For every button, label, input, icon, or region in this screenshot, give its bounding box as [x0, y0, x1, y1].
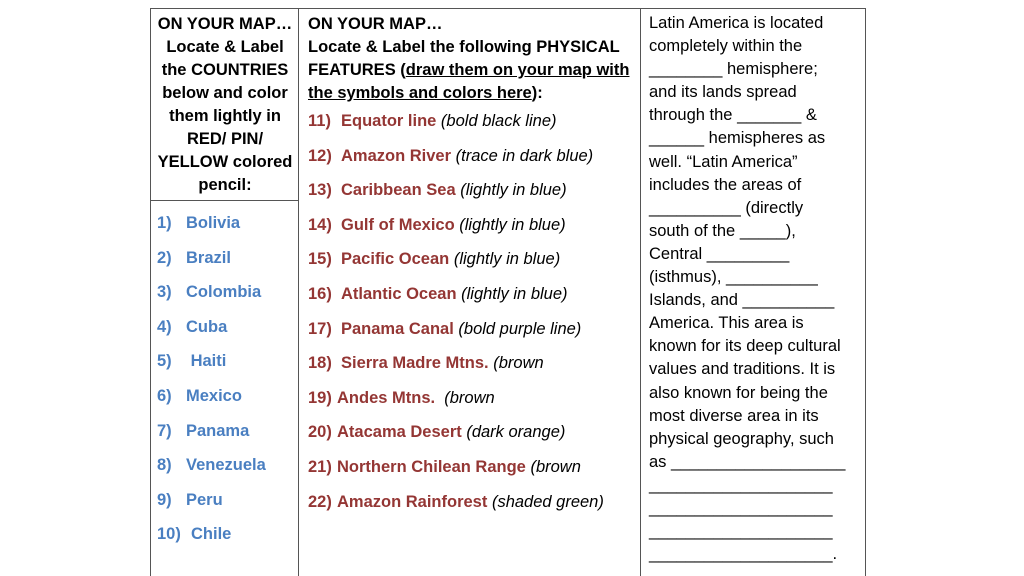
feature-item: 19) Andes Mtns. (brown — [308, 388, 495, 407]
paragraph-line: south of the _____), — [649, 221, 796, 240]
countries-heading-line: RED/ PIN/ — [186, 130, 264, 148]
feature-item: 18) Sierra Madre Mtns. (brown — [308, 354, 544, 373]
paragraph-line: completely within the — [649, 37, 803, 56]
paragraph-line: ______ hemispheres as — [649, 129, 826, 148]
paragraph-line: (isthmus), __________ — [649, 268, 818, 287]
physical-instructions — [308, 13, 638, 105]
paragraph-line: through the _______ & — [649, 106, 817, 125]
country-item: 6) Mexico — [157, 386, 242, 405]
paragraph-line: well. “Latin America” — [649, 152, 798, 171]
countries-list — [157, 214, 266, 560]
countries-heading-line: pencil: — [198, 176, 252, 194]
feature-item: 17) Panama Canal (bold purple line) — [308, 319, 582, 338]
feature-item: 16) Atlantic Ocean (lightly in blue) — [308, 284, 568, 303]
paragraph-line: values and traditions. It is — [649, 360, 836, 379]
countries-heading-line: YELLOW colored — [157, 153, 293, 171]
column-divider-2 — [640, 9, 641, 576]
paragraph-line: ____________________ — [649, 498, 833, 517]
worksheet-table — [150, 8, 866, 576]
feature-item: 15) Pacific Ocean (lightly in blue) — [308, 250, 561, 269]
paragraph-line: Central _________ — [649, 244, 790, 263]
countries-heading-line: Locate & Label — [166, 38, 284, 56]
feature-item: 22) Amazon Rainforest (shaded green) — [308, 492, 604, 511]
physical-heading-line: Locate & Label the following PHYSICAL — [308, 38, 620, 56]
physical-heading-line: ON YOUR MAP… — [308, 15, 443, 33]
country-item: 8) Venezuela — [157, 456, 266, 475]
paragraph-line: as ___________________ — [649, 452, 846, 471]
paragraph-line: America. This area is — [649, 314, 804, 333]
paragraph-line: ____________________. — [649, 545, 838, 564]
feature-item: 12) Amazon River (trace in dark blue) — [308, 146, 594, 165]
feature-item: 20) Atacama Desert (dark orange) — [308, 423, 566, 442]
paragraph-line: known for its deep cultural — [649, 337, 841, 356]
countries-heading-line: them lightly in — [169, 107, 281, 125]
country-item: 3) Colombia — [157, 283, 262, 302]
countries-heading-line: below and color — [162, 84, 288, 102]
paragraph-line: ____________________ — [649, 475, 833, 494]
paragraph-line: physical geography, such — [649, 429, 834, 448]
countries-instructions — [151, 13, 299, 197]
country-item: 9) Peru — [157, 490, 223, 509]
latin-america-paragraph — [649, 12, 863, 566]
country-item: 4) Cuba — [157, 317, 228, 336]
physical-heading-line: FEATURES (draw them on your map with — [308, 61, 630, 79]
physical-features-list — [308, 112, 604, 527]
paragraph-line: ____________________ — [649, 522, 833, 541]
country-item: 2) Brazil — [157, 248, 231, 267]
country-item: 1) Bolivia — [157, 214, 241, 232]
paragraph-line: and its lands spread — [649, 83, 797, 102]
countries-heading-line: ON YOUR MAP… — [157, 15, 293, 33]
paragraph-line: __________ (directly — [649, 198, 804, 217]
country-item: 5) Haiti — [157, 352, 227, 371]
paragraph-line: Islands, and __________ — [649, 291, 835, 310]
paragraph-line: most diverse area in its — [649, 406, 819, 425]
paragraph-line: also known for being the — [649, 383, 828, 402]
feature-item: 14) Gulf of Mexico (lightly in blue) — [308, 215, 566, 234]
country-item: 7) Panama — [157, 421, 250, 440]
countries-heading-line: the COUNTRIES — [161, 61, 289, 79]
row-divider — [151, 200, 299, 201]
paragraph-line: includes the areas of — [649, 175, 802, 194]
paragraph-line: Latin America is located — [649, 14, 824, 32]
paragraph-line: ________ hemisphere; — [649, 60, 818, 79]
physical-heading-line: the symbols and colors here): — [308, 84, 543, 102]
feature-item: 13) Caribbean Sea (lightly in blue) — [308, 181, 567, 200]
feature-item: 21) Northern Chilean Range (brown — [308, 457, 581, 476]
country-item: 10) Chile — [157, 525, 232, 544]
feature-item: 11) Equator line (bold black line) — [308, 112, 557, 130]
